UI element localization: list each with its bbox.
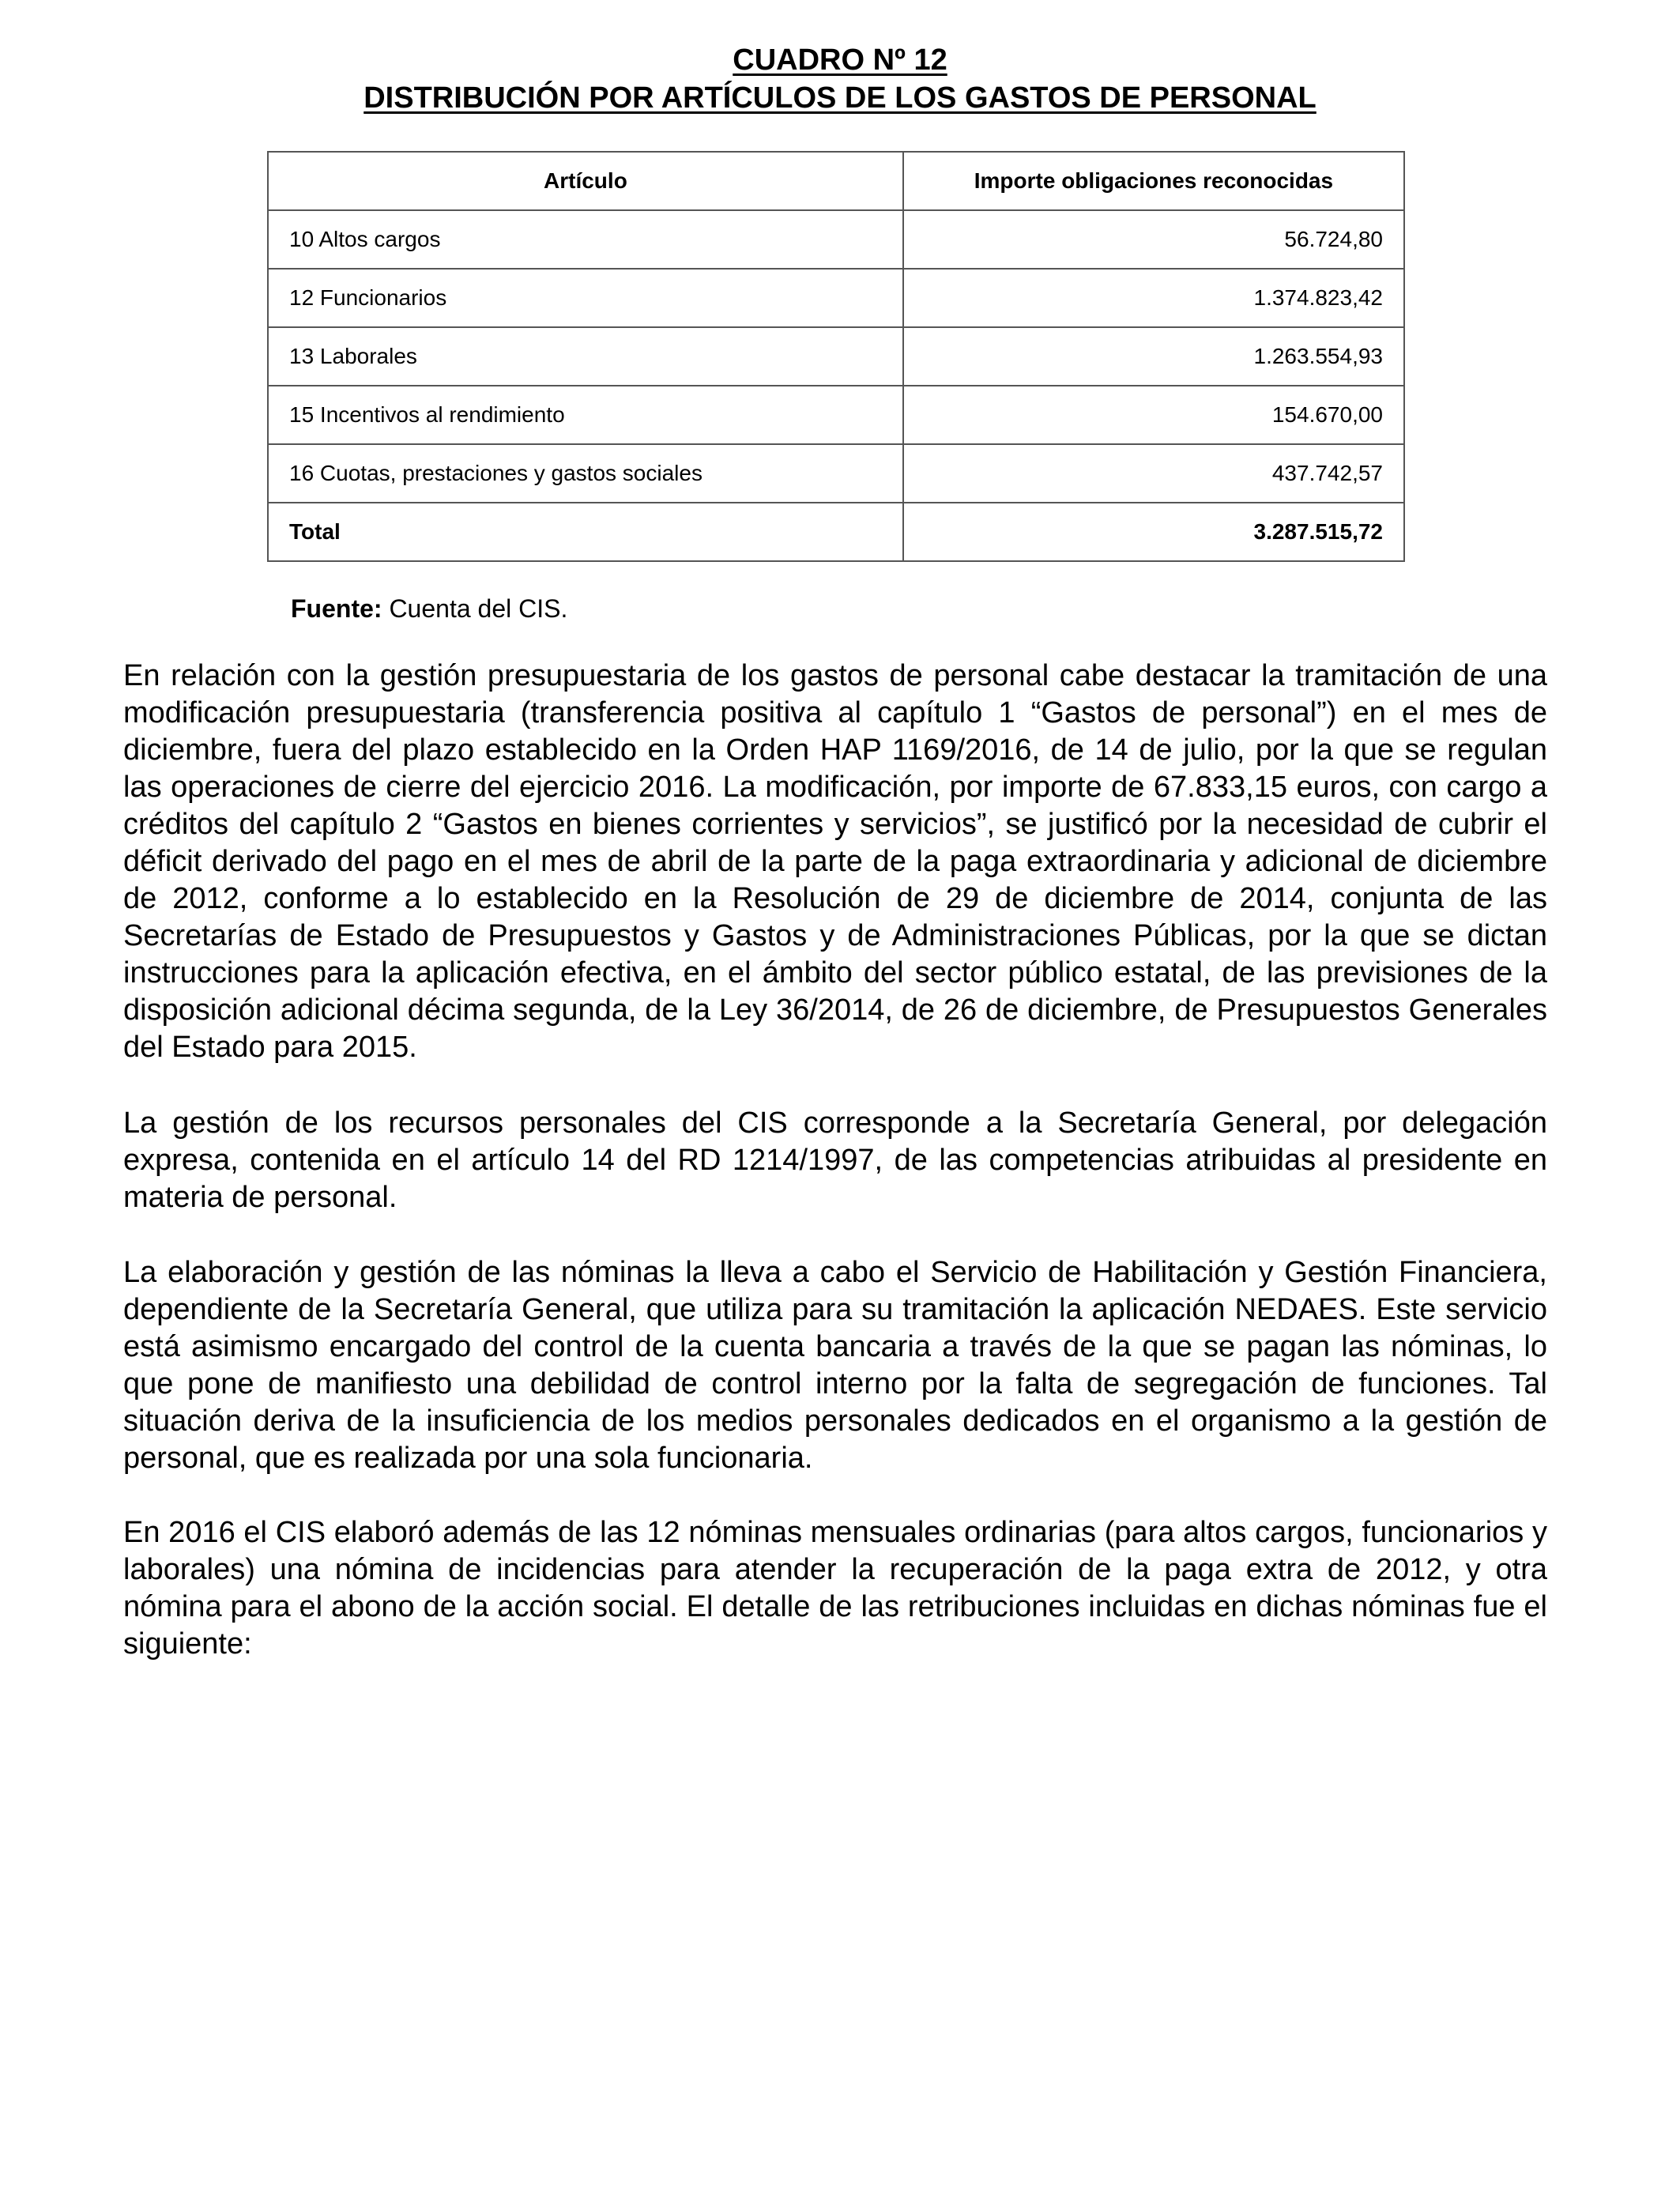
cell-articulo: 16 Cuotas, prestaciones y gastos sociales — [268, 444, 903, 503]
total-label: Total — [268, 503, 903, 561]
table-number-title: CUADRO Nº 12 — [733, 43, 947, 77]
cell-articulo: 12 Funcionarios — [268, 269, 903, 327]
table-row — [268, 269, 1404, 327]
table-source-note — [291, 593, 567, 624]
table-header-row — [268, 152, 1404, 210]
table-row — [268, 386, 1404, 444]
cell-articulo: 15 Incentivos al rendimiento — [268, 386, 903, 444]
paragraph-payroll-processing: La elaboración y gestión de las nóminas la lleva a cabo el Servicio de Habilitación y Gestión Financiera, dependiente de la Secretaría General, que utiliza para su tramitación la aplicación NEDAES. Este servicio está asimismo encargado del control de la cuenta bancaria a través de la que se pagan las nóminas, lo que pone de manifiesto una debilidad de control interno por la falta de segregación de funciones. Tal situación deriva de la insuficiencia de los medios personales dedicados en el organismo a la gestión de personal, que es realizada por una sola funcionaria. — [123, 1256, 1547, 1475]
paragraph-budget-modification: En relación con la gestión presupuestaria de los gastos de personal cabe destacar la tramitación de una modificación presupuestaria (transferencia positiva al capítulo 1 “Gastos de personal”) en el mes de diciembre, fuera del plazo establecido en la Orden HAP 1169/2016, de 14 de julio, por la que se regulan las operaciones de cierre del ejercicio 2016. La modificación, por importe de 67.833,15 euros, con cargo a créditos del capítulo 2 “Gastos en bienes corrientes y servicios”, se justificó por la necesidad de cubrir el déficit derivado del pago en el mes de abril de la parte de la paga extraordinaria y adicional de diciembre de 2012, conforme a lo establecido en la Resolución de 29 de diciembre de 2014, conjunta de las Secretarías de Estado de Presupuestos y Gastos y de Administraciones Públicas, por la que se dictan instrucciones para la aplicación efectiva, en el ámbito del sector público estatal, de las previsiones de la disposición adicional décima segunda, de la Ley 36/2014, de 26 de diciembre, de Presupuestos Generales del Estado para 2015. — [123, 659, 1547, 1064]
table-title: DISTRIBUCIÓN POR ARTÍCULOS DE LOS GASTOS DE PERSONAL — [363, 81, 1317, 115]
table-total-row — [268, 503, 1404, 561]
source-label: Fuente: — [291, 594, 382, 623]
paragraph-personnel-management: La gestión de los recursos personales del CIS corresponde a la Secretaría General, por delegación expresa, contenida en el artículo 14 del RD 1214/1997, de las competencias atribuidas al presidente en materia de personal. — [123, 1106, 1547, 1214]
cell-importe: 154.670,00 — [903, 386, 1404, 444]
cell-articulo: 13 Laborales — [268, 327, 903, 386]
total-value: 3.287.515,72 — [903, 503, 1404, 561]
column-header-importe: Importe obligaciones reconocidas — [903, 152, 1404, 210]
personnel-expenses-table — [267, 151, 1405, 562]
cell-importe: 56.724,80 — [903, 210, 1404, 269]
source-text: Cuenta del CIS. — [382, 594, 568, 623]
cell-articulo: 10 Altos cargos — [268, 210, 903, 269]
cell-importe: 1.374.823,42 — [903, 269, 1404, 327]
table-row — [268, 210, 1404, 269]
table-row — [268, 327, 1404, 386]
column-header-articulo: Artículo — [268, 152, 903, 210]
cell-importe: 1.263.554,93 — [903, 327, 1404, 386]
table-row — [268, 444, 1404, 503]
cell-importe: 437.742,57 — [903, 444, 1404, 503]
paragraph-payroll-detail: En 2016 el CIS elaboró además de las 12 nóminas mensuales ordinarias (para altos cargos, funcionarios y laborales) una nómina de incidencias para atender la recuperación de la paga extra de 2012, y otra nómina para el abono de la acción social. El detalle de las retribuciones incluidas en dichas nóminas fue el siguiente: — [123, 1516, 1547, 1661]
